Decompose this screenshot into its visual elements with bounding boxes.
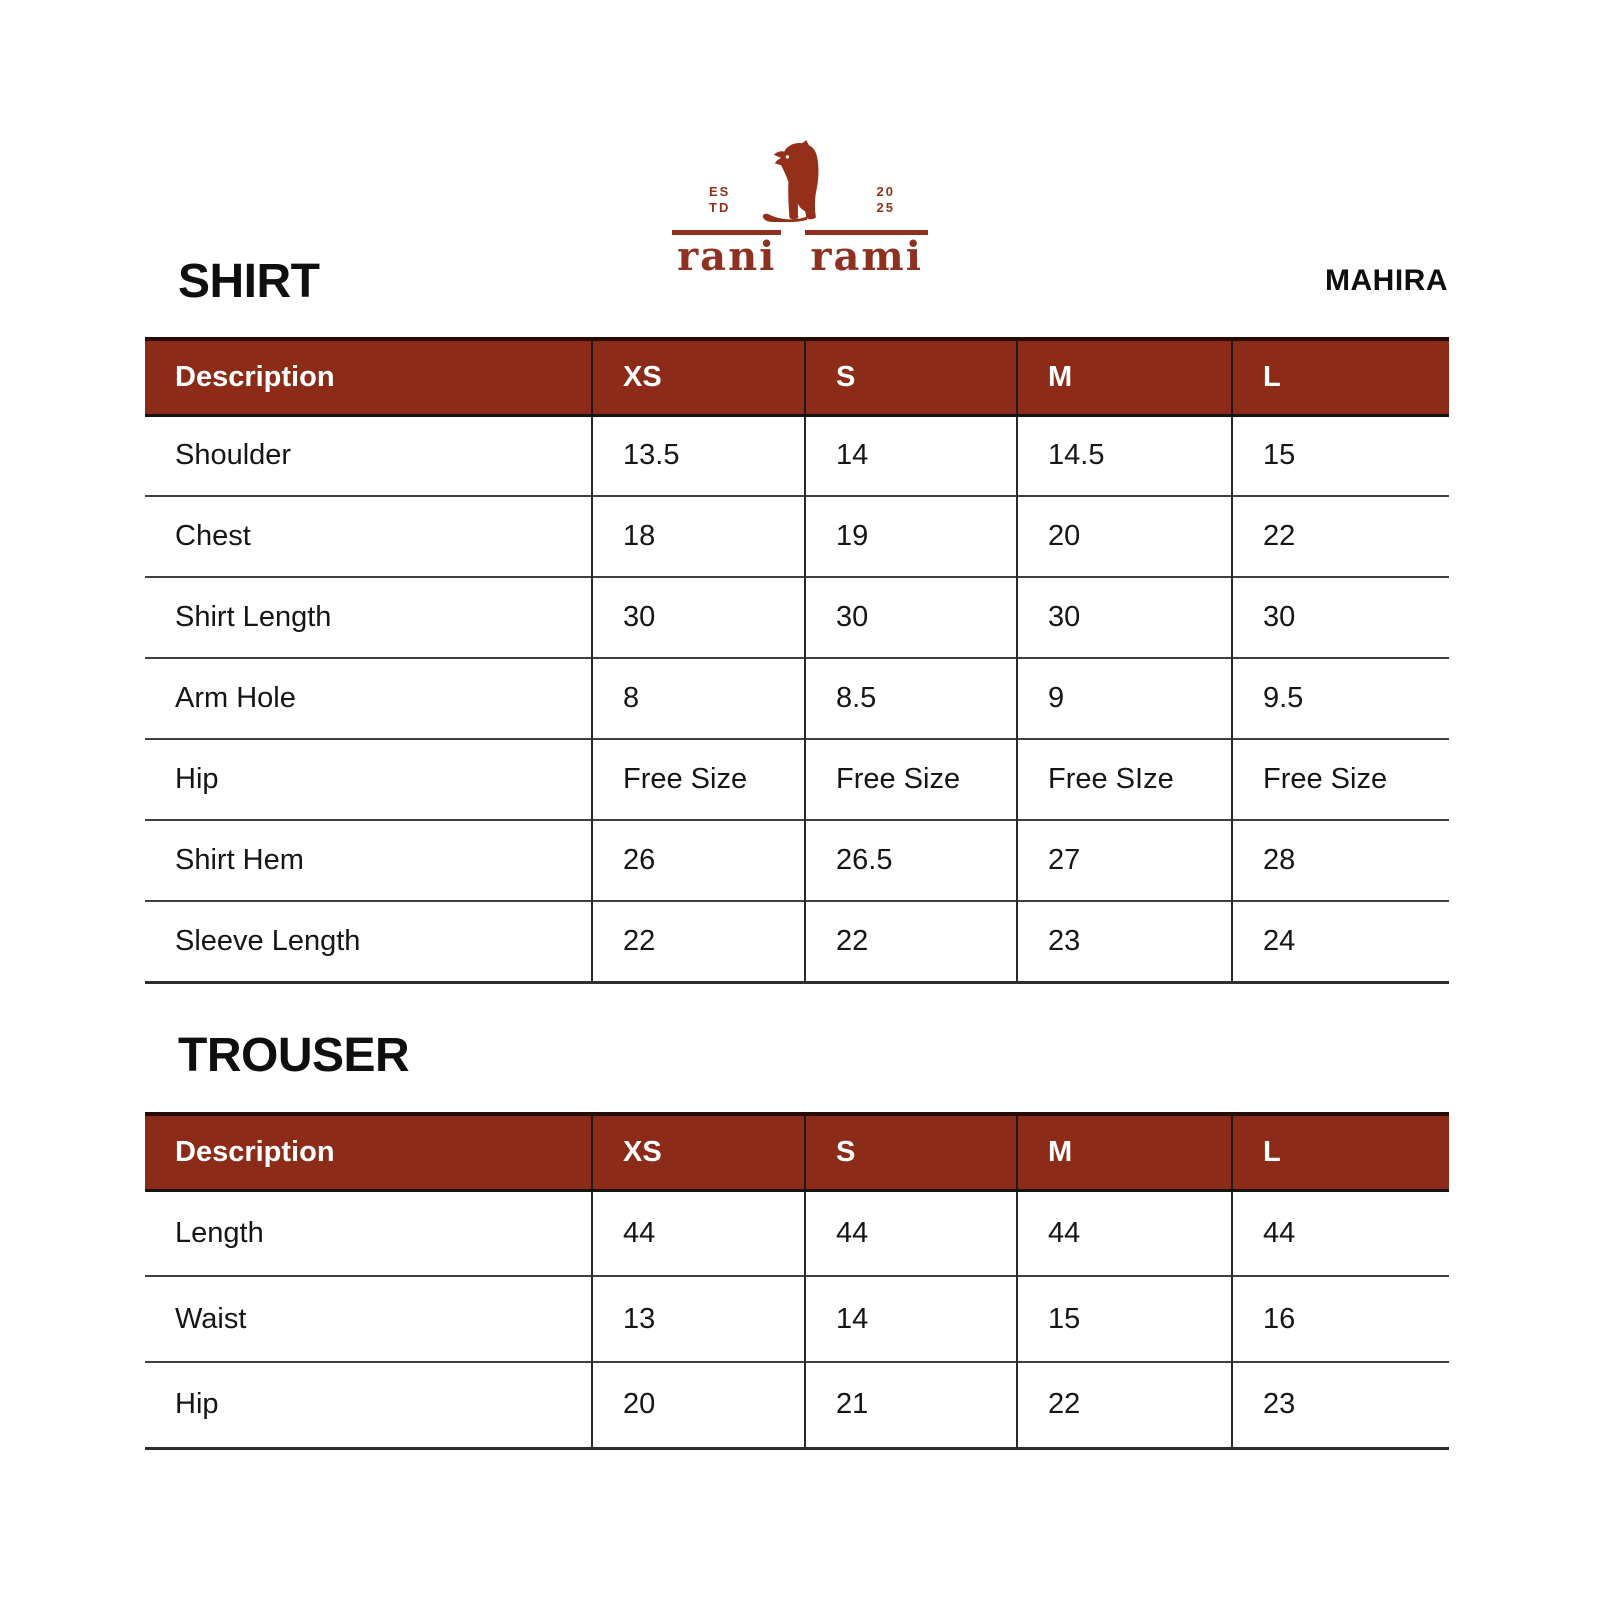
table-row <box>145 901 1449 982</box>
table-cell: 22 <box>592 901 805 982</box>
table-cell: 20 <box>592 1362 805 1448</box>
table-cell: 15 <box>1263 439 1296 472</box>
column-header-s: S <box>805 339 1017 415</box>
column-header-xs: XS <box>592 339 805 415</box>
column-header-m: M <box>1017 1114 1232 1190</box>
table-cell: 30 <box>1263 601 1296 633</box>
shirt-size-table-wrap <box>145 337 1449 984</box>
table-cell: 8 <box>592 658 805 739</box>
wordmark-word: rami <box>805 230 928 278</box>
wordmark-word: rani <box>672 230 781 278</box>
table-cell: 30 <box>592 577 805 658</box>
shirt-size-table <box>145 337 1449 984</box>
table-cell: 13 <box>592 1276 805 1362</box>
table-cell: 30 <box>1017 577 1232 658</box>
row-label: Shoulder <box>145 415 592 496</box>
logo-emblem-row <box>695 138 905 224</box>
trouser-section-title: TROUSER <box>178 1029 410 1082</box>
trouser-size-table-wrap <box>145 1112 1449 1450</box>
row-label: Arm Hole <box>145 658 592 739</box>
table-header-row <box>145 339 1449 415</box>
table-cell: 44 <box>1263 1216 1296 1249</box>
brand-wordmark <box>672 230 928 278</box>
row-label: Chest <box>145 496 592 577</box>
table-row <box>145 1276 1449 1362</box>
row-label: Waist <box>145 1276 592 1362</box>
table-cell: 27 <box>1017 820 1232 901</box>
table-cell: 22 <box>805 901 1017 982</box>
table-row <box>145 820 1449 901</box>
table-cell: 20 <box>1017 496 1232 577</box>
table-cell: 19 <box>805 496 1017 577</box>
table-cell: 14 <box>805 1276 1017 1362</box>
row-label: Hip <box>145 739 592 820</box>
shirt-section-title: SHIRT <box>178 255 320 308</box>
row-label: Sleeve Length <box>145 901 592 982</box>
table-cell: 8.5 <box>805 658 1017 739</box>
table-row <box>145 496 1449 577</box>
column-header-description: Description <box>145 339 592 415</box>
row-label: Shirt Length <box>145 577 592 658</box>
table-cell: 44 <box>1017 1190 1232 1276</box>
table-header-row <box>145 1114 1449 1190</box>
table-cell: 44 <box>805 1190 1017 1276</box>
table-cell: Free SIze <box>1017 739 1232 820</box>
table-cell: 22 <box>1017 1362 1232 1448</box>
row-label: Hip <box>145 1362 592 1448</box>
table-cell: 26 <box>592 820 805 901</box>
style-name-label: MAHIRA <box>1325 264 1448 297</box>
table-cell: 28 <box>1263 844 1296 876</box>
column-header-description: Description <box>145 1114 592 1190</box>
table-cell: 18 <box>592 496 805 577</box>
table-cell: 9 <box>1017 658 1232 739</box>
table-cell: 14 <box>805 415 1017 496</box>
table-cell: 23 <box>1017 901 1232 982</box>
table-cell: Free Size <box>592 739 805 820</box>
table-cell: 9.5 <box>1263 682 1304 714</box>
table-cell: 23 <box>1263 1388 1296 1421</box>
column-header-s: S <box>805 1114 1017 1190</box>
column-header-xs: XS <box>592 1114 805 1190</box>
column-header-m: M <box>1017 339 1232 415</box>
estd-left-text <box>709 184 730 215</box>
estd-line: 25 <box>876 199 895 215</box>
table-cell: 16 <box>1263 1302 1296 1335</box>
table-cell: 26.5 <box>805 820 1017 901</box>
table-row <box>145 1190 1449 1276</box>
table-row <box>145 415 1449 496</box>
table-cell: 14.5 <box>1017 415 1232 496</box>
column-header-l: L <box>1263 360 1281 393</box>
estd-right-text <box>877 184 895 215</box>
table-cell: 44 <box>592 1190 805 1276</box>
tiger-icon <box>758 138 842 222</box>
table-cell: 15 <box>1017 1276 1232 1362</box>
table-cell: 21 <box>805 1362 1017 1448</box>
column-header-l: L <box>1263 1135 1281 1168</box>
table-row <box>145 1362 1449 1448</box>
table-cell: 13.5 <box>592 415 805 496</box>
table-row <box>145 739 1449 820</box>
table-cell: Free Size <box>1263 763 1388 795</box>
trouser-size-table <box>145 1112 1449 1450</box>
row-label: Shirt Hem <box>145 820 592 901</box>
table-cell: 24 <box>1263 924 1296 957</box>
row-label: Length <box>145 1190 592 1276</box>
table-row <box>145 577 1449 658</box>
table-cell: 30 <box>805 577 1017 658</box>
table-cell: 22 <box>1263 520 1296 552</box>
table-row <box>145 658 1449 739</box>
estd-line: ES <box>709 184 731 199</box>
estd-line: 20 <box>876 184 895 199</box>
table-cell: Free Size <box>805 739 1017 820</box>
estd-line: TD <box>709 199 731 215</box>
